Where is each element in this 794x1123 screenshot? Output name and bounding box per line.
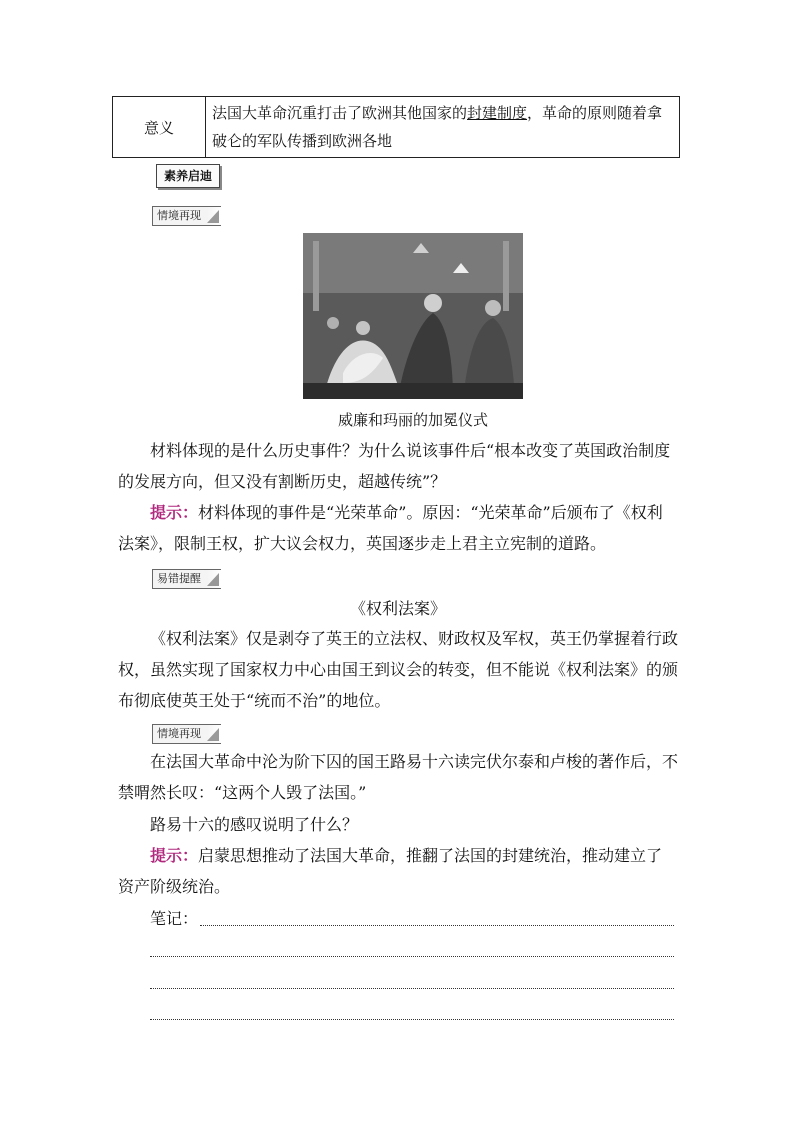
- hint-2-text: 启蒙思想推动了法国大革命，推翻了法国的封建统治，推动建立了资产阶级统治。: [118, 846, 663, 896]
- significance-table-row: [112, 96, 680, 158]
- table-text-part1: 法国大革命沉重打击了欧洲其他国家的: [212, 104, 468, 122]
- hint-1: [118, 497, 678, 559]
- scenario-tag-2: 情境再现: [152, 724, 221, 744]
- hint-1-label: 提示：: [150, 503, 199, 522]
- table-text-part2: ，革命的原则随着拿破仑的军队传播到欧洲各地: [212, 104, 663, 150]
- note-line-3[interactable]: [150, 988, 674, 989]
- notes-label: 笔记：: [150, 909, 199, 928]
- hint-1-text: 材料体现的事件是“光荣革命”。原因：“光荣革命”后颁布了《权利法案》，限制王权，扩大议会权力，英国逐步走上君主立宪制的道路。: [118, 503, 663, 553]
- mistake-tag: 易错提醒: [152, 569, 221, 589]
- table-label-cell: 意义: [113, 97, 206, 157]
- hint-2-label: 提示：: [150, 846, 199, 865]
- hint-2: [118, 840, 678, 902]
- coronation-illustration: [303, 233, 523, 399]
- bill-of-rights-title: 《权利法案》: [349, 599, 446, 618]
- picture-caption: 威廉和玛丽的加冕仪式: [337, 411, 488, 429]
- table-text-underlined: 封建制度: [467, 104, 528, 122]
- coronation-picture: [303, 233, 523, 399]
- note-line-2[interactable]: [150, 956, 674, 957]
- table-text-cell: [206, 97, 679, 157]
- note-line-4[interactable]: [150, 1019, 674, 1020]
- literacy-badge: 素养启迪: [156, 164, 220, 188]
- question-1: 材料体现的是什么历史事件？为什么说该事件后“根本改变了英国政治制度的发展方向，但又没有割断历史，超越传统”？: [118, 441, 671, 491]
- scenario-tag-1: 情境再现: [152, 206, 221, 226]
- question-2: 路易十六的感叹说明了什么？: [150, 815, 359, 834]
- material-text: 在法国大革命中沦为阶下囚的国王路易十六读完伏尔泰和卢梭的著作后，不禁喟然长叹：“这两个人毁了法国。”: [118, 752, 679, 802]
- note-line-1[interactable]: [200, 925, 674, 926]
- bill-of-rights-text: 《权利法案》仅是剥夺了英王的立法权、财政权及军权，英王仍掌握着行政权，虽然实现了国家权力中心由国王到议会的转变，但不能说《权利法案》的颁布彻底使英王处于“统而不治”的地位。: [118, 629, 679, 710]
